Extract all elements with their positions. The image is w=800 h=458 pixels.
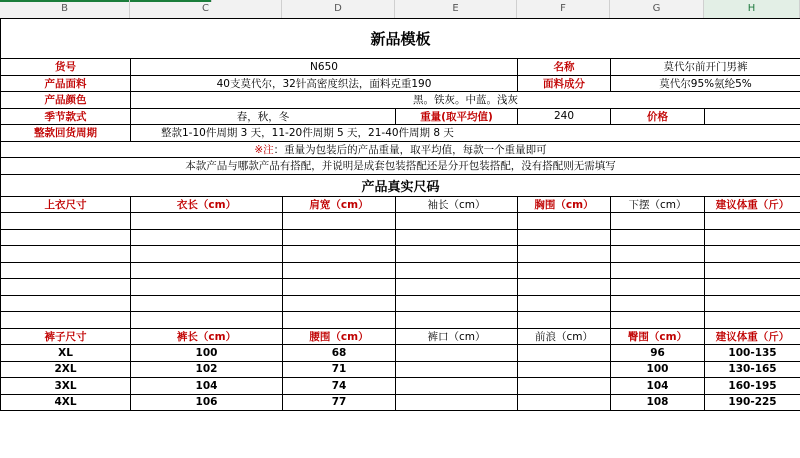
value-cycle[interactable]: 整款1-10件周期 3 天，11-20件周期 5 天，21-40件周期 8 天: [131, 125, 800, 142]
empty-cell[interactable]: [611, 229, 705, 246]
empty-cell[interactable]: [396, 312, 518, 329]
size-label-cell[interactable]: XL: [1, 345, 131, 362]
empty-cell[interactable]: [1, 213, 131, 230]
empty-cell[interactable]: [131, 312, 283, 329]
size-value-cell[interactable]: 100: [611, 361, 705, 378]
note-text: ：重量为包装后的产品重量，取平均值，每款一个重量即可: [273, 143, 547, 156]
size-label-cell[interactable]: 3XL: [1, 378, 131, 395]
table-row: [1, 262, 800, 279]
top-headers-cell[interactable]: 袖长（cm）: [396, 196, 518, 213]
table-row: [1, 213, 800, 230]
empty-cell[interactable]: [611, 262, 705, 279]
size-value-cell[interactable]: 102: [131, 361, 283, 378]
column-header-c[interactable]: C: [130, 0, 282, 18]
label-name[interactable]: 名称: [518, 59, 611, 76]
empty-cell[interactable]: [705, 295, 800, 312]
empty-cell[interactable]: [283, 262, 396, 279]
empty-cell[interactable]: [1, 279, 131, 296]
value-color[interactable]: 黑。铁灰。中蓝。浅灰: [131, 92, 800, 109]
table-row: [1, 295, 800, 312]
column-header-e[interactable]: E: [395, 0, 517, 18]
size-value-cell[interactable]: 96: [611, 345, 705, 362]
empty-cell[interactable]: [396, 262, 518, 279]
empty-cell[interactable]: [518, 279, 611, 296]
value-fabric[interactable]: 40支莫代尔，32针高密度织法，面料克重190: [131, 75, 518, 92]
pants-headers-cell[interactable]: 臀围（cm）: [611, 328, 705, 345]
empty-cell[interactable]: [396, 279, 518, 296]
empty-cell[interactable]: [705, 229, 800, 246]
pants-headers-cell[interactable]: 前浪（cm）: [518, 328, 611, 345]
empty-cell[interactable]: [131, 262, 283, 279]
size-value-cell[interactable]: [396, 378, 518, 395]
note-prefix: ※注: [254, 143, 274, 156]
size-value-cell[interactable]: 104: [611, 378, 705, 395]
pants-headers-cell[interactable]: 裤子尺寸: [1, 328, 131, 345]
label-composition[interactable]: 面料成分: [518, 75, 611, 92]
pants-headers-cell[interactable]: 裤长（cm）: [131, 328, 283, 345]
empty-cell[interactable]: [705, 262, 800, 279]
empty-cell[interactable]: [283, 279, 396, 296]
weight-note[interactable]: [1, 141, 800, 158]
empty-cell[interactable]: [518, 312, 611, 329]
label-color[interactable]: 产品颜色: [1, 92, 131, 109]
table-row: [1, 312, 800, 329]
table-row: [1, 378, 800, 395]
table-row: [1, 345, 800, 362]
label-fabric[interactable]: 产品面料: [1, 75, 131, 92]
size-value-cell[interactable]: [396, 361, 518, 378]
top-headers-cell[interactable]: 肩宽（cm）: [283, 196, 396, 213]
column-header-f[interactable]: F: [517, 0, 610, 18]
size-value-cell[interactable]: [396, 345, 518, 362]
size-value-cell[interactable]: 160-195: [705, 378, 800, 395]
empty-cell[interactable]: [1, 262, 131, 279]
empty-cell[interactable]: [1, 246, 131, 263]
column-header-d[interactable]: D: [282, 0, 395, 18]
value-name[interactable]: 莫代尔前开门男裤: [611, 59, 800, 76]
size-value-cell[interactable]: [518, 361, 611, 378]
table-row: [1, 394, 800, 411]
size-label-cell[interactable]: 4XL: [1, 394, 131, 411]
empty-cell[interactable]: [396, 295, 518, 312]
size-value-cell[interactable]: 108: [611, 394, 705, 411]
size-value-cell[interactable]: 190-225: [705, 394, 800, 411]
size-value-cell[interactable]: 74: [283, 378, 396, 395]
page-title[interactable]: 新品模板: [1, 19, 800, 59]
empty-cell[interactable]: [131, 295, 283, 312]
empty-cell[interactable]: [611, 312, 705, 329]
empty-cell[interactable]: [396, 229, 518, 246]
label-item-no[interactable]: 货号: [1, 59, 131, 76]
value-price[interactable]: [705, 108, 800, 125]
empty-cell[interactable]: [611, 213, 705, 230]
label-weight[interactable]: 重量(取平均值): [396, 108, 518, 125]
table-row: [1, 361, 800, 378]
top-size-header-row: [1, 196, 800, 213]
empty-cell[interactable]: [611, 279, 705, 296]
empty-cell[interactable]: [283, 229, 396, 246]
empty-cell[interactable]: [283, 295, 396, 312]
pants-size-header-row: [1, 328, 800, 345]
top-headers-cell[interactable]: 胸围（cm）: [518, 196, 611, 213]
label-season[interactable]: 季节款式: [1, 108, 131, 125]
empty-cell[interactable]: [396, 213, 518, 230]
size-value-cell[interactable]: [518, 345, 611, 362]
empty-cell[interactable]: [611, 295, 705, 312]
table-row: [1, 59, 800, 76]
empty-cell[interactable]: [131, 229, 283, 246]
table-row: [1, 92, 800, 109]
size-value-cell[interactable]: [396, 394, 518, 411]
size-value-cell[interactable]: 77: [283, 394, 396, 411]
table-row: [1, 141, 800, 158]
column-header-bar: [0, 0, 800, 19]
pants-headers-cell[interactable]: 腰围（cm）: [283, 328, 396, 345]
value-item-no[interactable]: N650: [131, 59, 518, 76]
empty-cell[interactable]: [131, 246, 283, 263]
table-row: [1, 229, 800, 246]
empty-cell[interactable]: [1, 312, 131, 329]
label-price[interactable]: 价格: [611, 108, 705, 125]
size-section-title[interactable]: 产品真实尺码: [1, 174, 800, 196]
empty-cell[interactable]: [518, 262, 611, 279]
size-value-cell[interactable]: 130-165: [705, 361, 800, 378]
size-value-cell[interactable]: 100: [131, 345, 283, 362]
table-row: [1, 158, 800, 175]
table-row: [1, 75, 800, 92]
size-value-cell[interactable]: 106: [131, 394, 283, 411]
column-header-b[interactable]: B: [0, 0, 130, 18]
pants-headers-cell[interactable]: 建议体重（斤）: [705, 328, 800, 345]
empty-cell[interactable]: [705, 246, 800, 263]
empty-cell[interactable]: [131, 279, 283, 296]
top-headers-cell[interactable]: 建议体重（斤）: [705, 196, 800, 213]
top-headers-cell[interactable]: 衣长（cm）: [131, 196, 283, 213]
column-header-h[interactable]: H: [704, 0, 800, 18]
column-header-g[interactable]: G: [610, 0, 704, 18]
size-value-cell[interactable]: [518, 394, 611, 411]
size-value-cell[interactable]: 100-135: [705, 345, 800, 362]
empty-cell[interactable]: [396, 246, 518, 263]
empty-cell[interactable]: [1, 295, 131, 312]
table-row: [1, 108, 800, 125]
empty-cell[interactable]: [1, 229, 131, 246]
size-value-cell[interactable]: 104: [131, 378, 283, 395]
top-headers-cell[interactable]: 上衣尺寸: [1, 196, 131, 213]
size-label-cell[interactable]: 2XL: [1, 361, 131, 378]
label-cycle[interactable]: 整款回货周期: [1, 125, 131, 142]
match-note[interactable]: 本款产品与哪款产品有搭配，并说明是成套包装搭配还是分开包装搭配，没有搭配则无需填写: [1, 158, 800, 175]
empty-cell[interactable]: [283, 312, 396, 329]
value-season[interactable]: 春，秋，冬: [131, 108, 396, 125]
value-composition[interactable]: 莫代尔95%氨纶5%: [611, 75, 800, 92]
size-value-cell[interactable]: 71: [283, 361, 396, 378]
empty-cell[interactable]: [518, 213, 611, 230]
empty-cell[interactable]: [705, 312, 800, 329]
empty-cell[interactable]: [518, 246, 611, 263]
empty-cell[interactable]: [611, 246, 705, 263]
table-row: [1, 246, 800, 263]
product-template-table: [0, 18, 800, 411]
empty-cell[interactable]: [283, 213, 396, 230]
empty-cell[interactable]: [518, 229, 611, 246]
top-headers-cell[interactable]: 下摆（cm）: [611, 196, 705, 213]
size-value-cell[interactable]: 68: [283, 345, 396, 362]
table-row: [1, 279, 800, 296]
size-value-cell[interactable]: [518, 378, 611, 395]
empty-cell[interactable]: [518, 295, 611, 312]
empty-cell[interactable]: [705, 213, 800, 230]
empty-cell[interactable]: [283, 246, 396, 263]
table-row: [1, 125, 800, 142]
pants-headers-cell[interactable]: 裤口（cm）: [396, 328, 518, 345]
value-weight[interactable]: 240: [518, 108, 611, 125]
empty-cell[interactable]: [131, 213, 283, 230]
empty-cell[interactable]: [705, 279, 800, 296]
